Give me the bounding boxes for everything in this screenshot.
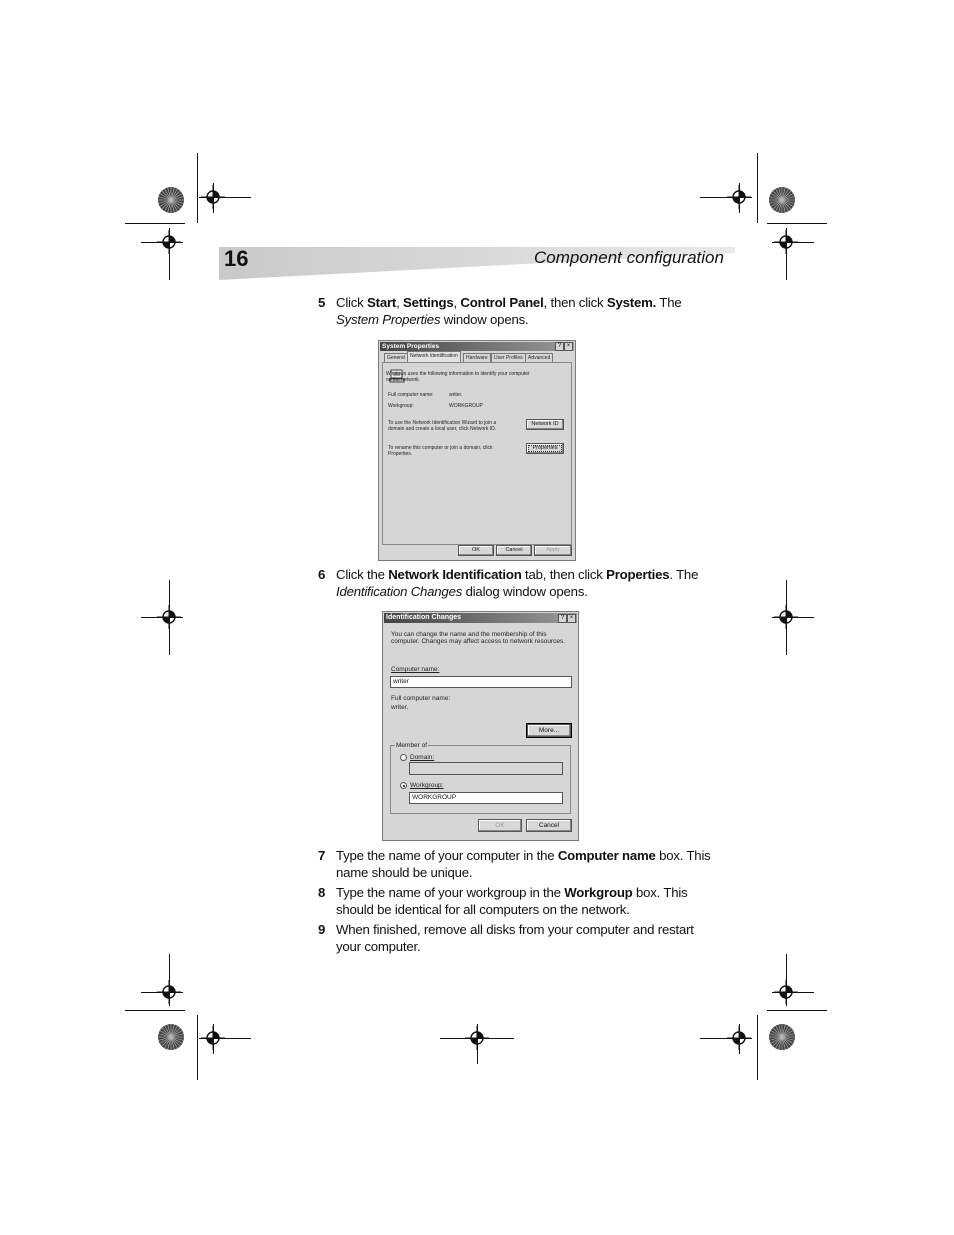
- step-text: [336, 921, 718, 955]
- text-run: box. This name should be unique.: [336, 848, 711, 880]
- tab-network-identification[interactable]: Network Identification: [407, 351, 461, 363]
- tab-general[interactable]: General: [384, 353, 408, 363]
- registration-starburst-icon: [768, 1023, 796, 1051]
- workgroup-radio[interactable]: [400, 782, 407, 789]
- dialog-title: Identification Changes: [386, 614, 462, 621]
- workgroup-label: Workgroup:: [388, 403, 414, 409]
- crop-mark-line: [772, 992, 814, 993]
- crop-mark-line: [700, 197, 752, 198]
- step-number: 8: [318, 885, 326, 900]
- section-title: Component configuration: [534, 248, 724, 267]
- computer-name-input[interactable]: writer: [390, 676, 572, 688]
- workgroup-label: Workgroup:: [410, 782, 444, 789]
- text-run: ,: [396, 295, 404, 310]
- step-number: 6: [318, 567, 326, 582]
- intro-line-2: on the network.: [386, 377, 421, 383]
- step-8: [318, 884, 718, 918]
- wizard-text-1: To use the Network Identification Wizard to join a: [388, 420, 497, 426]
- rename-text-1: To rename this computer or join a domain, click: [388, 445, 493, 451]
- step-number: 9: [318, 922, 326, 937]
- step-text: [336, 884, 718, 918]
- crop-mark-line: [197, 1015, 198, 1080]
- dialog-title: System Properties: [382, 343, 440, 350]
- text-run: Type the name of your workgroup in the: [336, 885, 565, 900]
- rename-text-2: Properties.: [388, 451, 413, 457]
- crop-mark-line: [772, 617, 814, 618]
- text-run: . The: [669, 567, 699, 582]
- tab-advanced[interactable]: Advanced: [525, 353, 553, 363]
- tab-hardware[interactable]: Hardware: [463, 353, 491, 363]
- full-name-value: writer.: [391, 704, 409, 711]
- text-run: tab, then click: [521, 567, 607, 582]
- crop-mark-line: [141, 992, 183, 993]
- workgroup-input[interactable]: WORKGROUP: [409, 792, 563, 804]
- step-number: 5: [318, 295, 326, 310]
- crop-mark-line: [199, 1038, 251, 1039]
- intro-line-2: computer. Changes may affect access to network resources.: [391, 638, 566, 645]
- dialog-title-bar: [380, 342, 574, 351]
- intro-line-1: You can change the name and the membership of this: [391, 631, 547, 638]
- full-name-label: Full computer name:: [391, 695, 451, 702]
- step-6: [318, 566, 718, 600]
- step-text: [336, 566, 718, 600]
- properties-button[interactable]: Properties: [526, 443, 564, 454]
- identification-changes-dialog: [382, 611, 579, 841]
- text-run: Click: [336, 295, 368, 310]
- step-number: 7: [318, 848, 326, 863]
- crop-mark-line: [767, 223, 827, 224]
- bold-term: Computer name: [557, 848, 656, 863]
- crop-mark-line: [125, 1010, 185, 1011]
- crop-mark-line: [786, 228, 787, 280]
- crop-mark-line: [477, 1024, 478, 1064]
- full-name-value: writer.: [449, 392, 463, 398]
- crop-mark-line: [141, 242, 183, 243]
- page-number: 16: [224, 246, 249, 271]
- cancel-button[interactable]: Cancel: [526, 819, 572, 832]
- crop-mark-line: [700, 1038, 752, 1039]
- dialog-title-bar: [384, 613, 577, 623]
- step-text: [336, 294, 718, 328]
- bold-term: Start: [367, 295, 397, 310]
- domain-radio[interactable]: [400, 754, 407, 761]
- crop-mark-line: [199, 197, 251, 198]
- more-button[interactable]: More...: [527, 724, 571, 737]
- crop-mark-line: [786, 954, 787, 1006]
- crop-mark-line: [440, 1038, 514, 1039]
- ok-button[interactable]: OK: [458, 545, 494, 556]
- text-run: , then click: [543, 295, 607, 310]
- ok-button[interactable]: OK: [478, 819, 522, 832]
- cancel-button[interactable]: Cancel: [496, 545, 532, 556]
- wizard-text-2: domain and create a local user, click Network ID.: [388, 426, 497, 432]
- text-run: Type the name of your computer in the: [336, 848, 558, 863]
- crop-mark-line: [169, 954, 170, 1006]
- text-run: ,: [453, 295, 461, 310]
- help-button[interactable]: ?: [555, 342, 564, 351]
- text-run: Click the: [336, 567, 389, 582]
- crop-mark-line: [757, 153, 758, 223]
- bold-term: System.: [606, 295, 657, 310]
- help-button[interactable]: ?: [558, 614, 567, 623]
- bold-term: Network Identification: [388, 567, 522, 582]
- text-run: The: [656, 295, 682, 310]
- crop-mark-line: [757, 1015, 758, 1080]
- close-button[interactable]: ×: [567, 614, 576, 623]
- crop-mark-line: [141, 617, 183, 618]
- step-text: [336, 847, 718, 881]
- text-run: window opens.: [440, 312, 529, 327]
- network-id-button[interactable]: Network ID: [526, 419, 564, 430]
- crop-mark-line: [169, 228, 170, 280]
- bold-term: Control Panel: [460, 295, 544, 310]
- intro-line-1: Windows uses the following information to identify your computer: [386, 371, 530, 377]
- crop-mark-line: [197, 153, 198, 223]
- text-run: box. This should be identical for all computers on the network.: [336, 885, 688, 917]
- close-button[interactable]: ×: [564, 342, 573, 351]
- step-9: [318, 921, 718, 955]
- italic-term: Identification Changes: [336, 584, 463, 599]
- crop-mark-line: [739, 1024, 740, 1054]
- tab-user-profiles[interactable]: User Profiles: [491, 353, 526, 363]
- bold-term: Settings: [403, 295, 454, 310]
- domain-input[interactable]: [409, 762, 563, 775]
- member-of-label: Member of: [396, 742, 428, 749]
- italic-term: System Properties: [336, 312, 441, 327]
- apply-button[interactable]: Apply: [534, 545, 572, 556]
- text-run: When finished, remove all disks from your computer and restart your computer.: [336, 922, 694, 954]
- text-run: dialog window opens.: [462, 584, 588, 599]
- crop-mark-line: [772, 242, 814, 243]
- step-7: [318, 847, 718, 881]
- crop-mark-line: [213, 1024, 214, 1054]
- registration-starburst-icon: [157, 186, 185, 214]
- computer-name-label: Computer name:: [391, 666, 440, 673]
- domain-label: Domain:: [410, 754, 435, 761]
- crop-mark-line: [739, 183, 740, 213]
- crop-mark-line: [767, 1010, 827, 1011]
- bold-term: Properties: [606, 567, 670, 582]
- full-name-label: Full computer name:: [388, 392, 434, 398]
- crop-mark-line: [213, 183, 214, 213]
- step-5: [318, 294, 718, 328]
- registration-starburst-icon: [768, 186, 796, 214]
- bold-term: Workgroup: [564, 885, 633, 900]
- crop-mark-line: [125, 223, 185, 224]
- registration-starburst-icon: [157, 1023, 185, 1051]
- workgroup-value: WORKGROUP: [449, 403, 483, 409]
